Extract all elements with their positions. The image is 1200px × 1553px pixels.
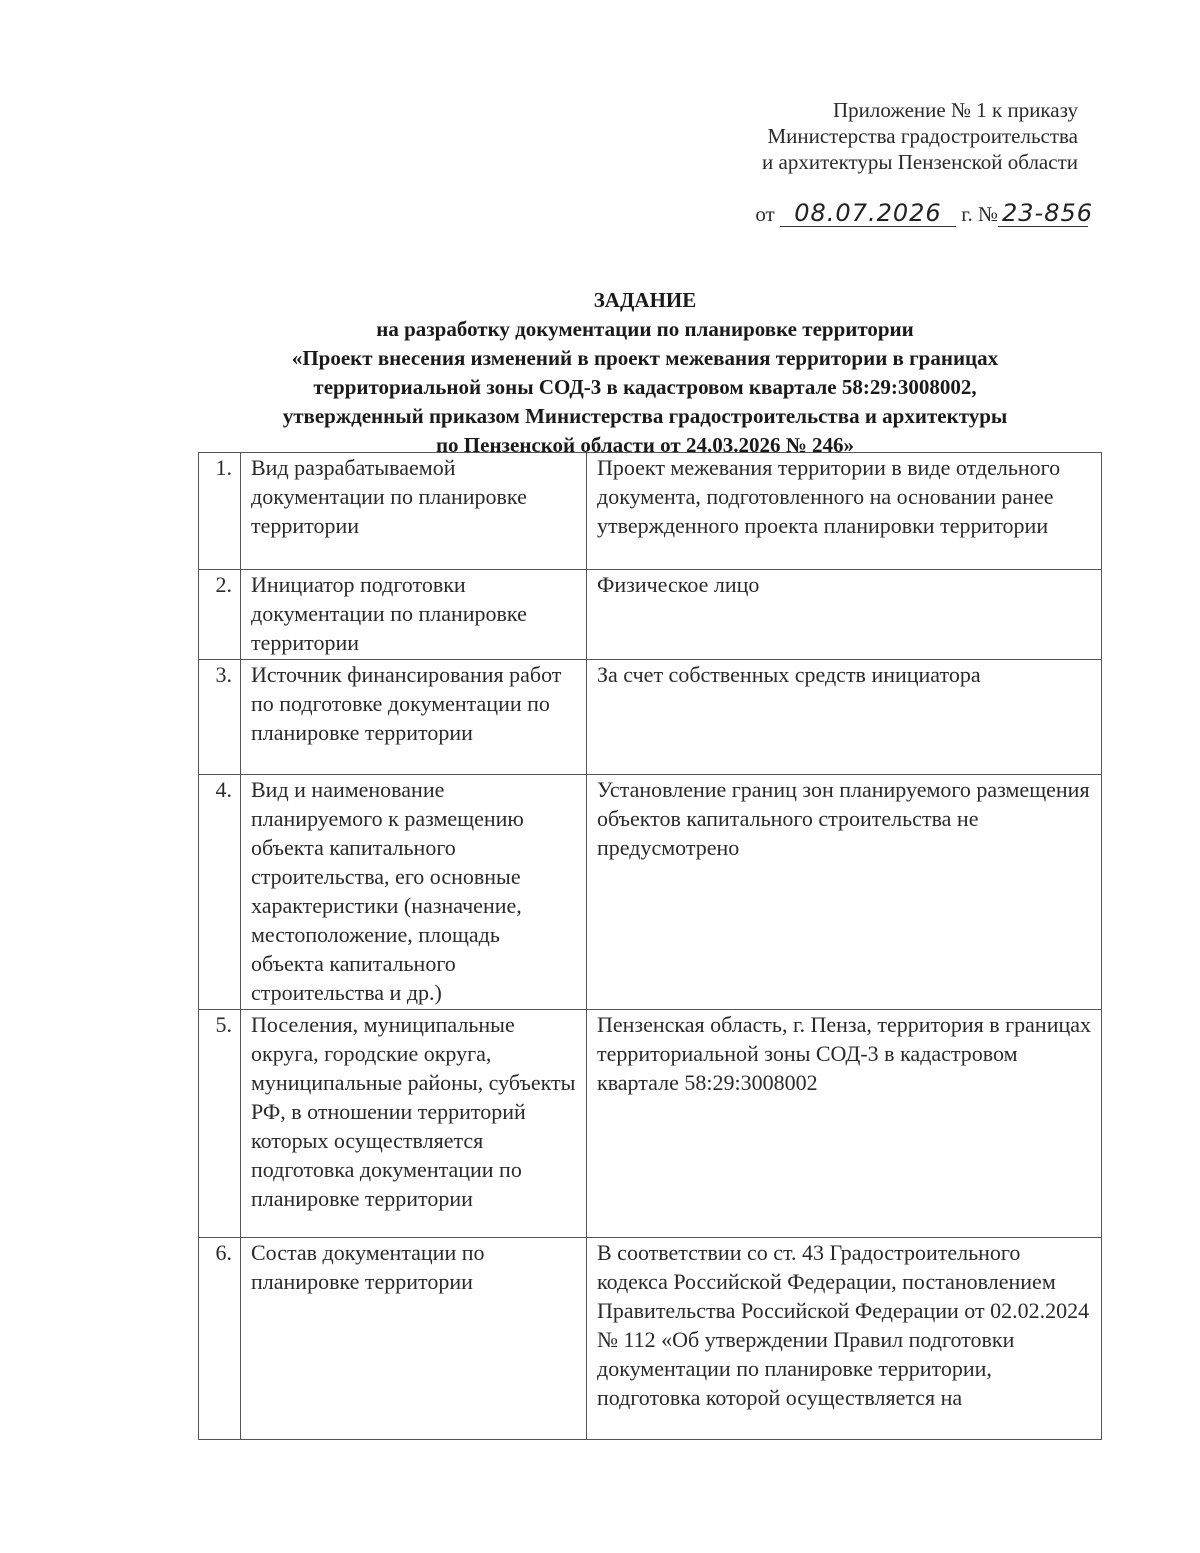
- table-row: [199, 1238, 1102, 1440]
- number-prefix: г. №: [961, 202, 998, 226]
- table-row: [199, 1010, 1102, 1238]
- row-value: Проект межевания территории в виде отдельного документа, подготовленного на основании ранее утвержденного проекта планировки территории: [587, 453, 1102, 570]
- title-line: утвержденный приказом Министерства градостроительства и архитектуры: [282, 404, 1008, 428]
- row-number: 1.: [199, 453, 241, 570]
- row-number: 2.: [199, 570, 241, 660]
- row-number: 3.: [199, 660, 241, 775]
- row-label: Вид разрабатываемой документации по планировке территории: [241, 453, 587, 570]
- title-line: по Пензенской области от 24.03.2026 № 246»: [435, 433, 855, 457]
- table-row: [199, 660, 1102, 775]
- table-row: [199, 453, 1102, 570]
- row-number: 6.: [199, 1238, 241, 1440]
- row-value: Физическое лицо: [587, 570, 1102, 660]
- title-line: «Проект внесения изменений в проект межевания территории в границах: [291, 346, 999, 370]
- title-heading: ЗАДАНИЕ: [593, 288, 697, 312]
- title-line: на разработку документации по планировке территории: [376, 317, 914, 341]
- handwritten-date: 08.07.2026: [780, 200, 956, 227]
- table-row: [199, 570, 1102, 660]
- table-row: [199, 775, 1102, 1010]
- appendix-line: и архитектуры Пензенской области: [762, 150, 1078, 174]
- appendix-line: Приложение № 1 к приказу: [833, 98, 1078, 122]
- row-label: Инициатор подготовки документации по планировке территории: [241, 570, 587, 660]
- row-value: За счет собственных средств инициатора: [587, 660, 1102, 775]
- row-value: В соответствии со ст. 43 Градостроительного кодекса Российской Федерации, постановлением Правительства Российской Федерации от 02.02.2024 № 112 «Об утверждении Правил подготовки документации по планировке территории, подготовка которой осуществляется на: [587, 1238, 1102, 1440]
- row-value: Установление границ зон планируемого размещения объектов капитального строительства не предусмотрено: [587, 775, 1102, 1010]
- handwritten-order-number: 23-856: [998, 200, 1088, 227]
- row-label: Состав документации по планировке территории: [241, 1238, 587, 1440]
- specification-table: [198, 452, 1102, 1440]
- row-label: Вид и наименование планируемого к размещению объекта капитального строительства, его основные характеристики (назначение, местоположение, площадь объекта капитального строительства и др.): [241, 775, 587, 1010]
- row-number: 5.: [199, 1010, 241, 1238]
- title-line: территориальной зоны СОД-3 в кадастровом квартале 58:29:3008002,: [313, 375, 977, 399]
- row-label: Источник финансирования работ по подготовке документации по планировке территории: [241, 660, 587, 775]
- order-date-line: [755, 199, 1094, 227]
- date-prefix: от: [755, 202, 775, 226]
- appendix-line: Министерства градостроительства: [767, 124, 1078, 148]
- row-value: Пензенская область, г. Пенза, территория в границах территориальной зоны СОД-3 в кадастровом квартале 58:29:3008002: [587, 1010, 1102, 1238]
- appendix-header: [762, 97, 1078, 175]
- document-title: [180, 286, 1110, 460]
- row-number: 4.: [199, 775, 241, 1010]
- row-label: Поселения, муниципальные округа, городские округа, муниципальные районы, субъекты РФ, в отношении территорий которых осуществляется подготовка документации по планировке территории: [241, 1010, 587, 1238]
